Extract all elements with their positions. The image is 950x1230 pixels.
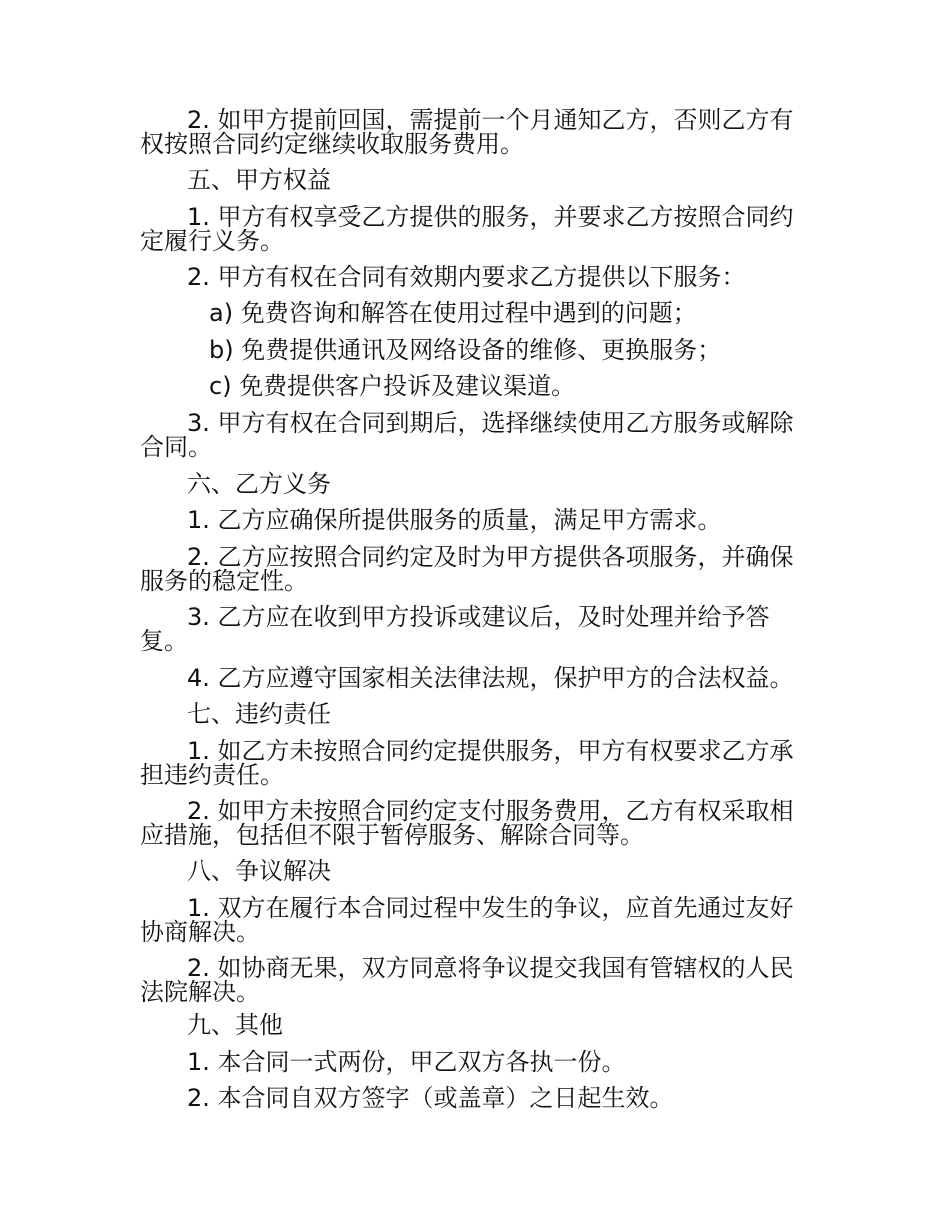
clause-8-2-line2: 法院解决。 [140, 978, 260, 1006]
section-9-heading: 九、其他 [187, 1011, 283, 1039]
clause-7-1-line1: 1. 如乙方未按照合同约定提供服务，甲方有权要求乙方承 [187, 737, 794, 765]
clause-9-1: 1. 本合同一式两份，甲乙双方各执一份。 [187, 1048, 626, 1076]
clause-6-1: 1. 乙方应确保所提供服务的质量，满足甲方需求。 [187, 506, 722, 534]
clause-8-2-line1: 2. 如协商无果，双方同意将争议提交我国有管辖权的人民 [187, 954, 794, 982]
clause-8-1-line2: 协商解决。 [140, 918, 260, 946]
clause-5-1-line1: 1. 甲方有权享受乙方提供的服务，并要求乙方按照合同约 [187, 203, 794, 231]
clause-6-2-line1: 2. 乙方应按照合同约定及时为甲方提供各项服务，并确保 [187, 543, 794, 571]
clause-6-2-line2: 服务的稳定性。 [140, 567, 308, 595]
section-7-heading: 七、违约责任 [187, 700, 331, 728]
clause-6-3-line1: 3. 乙方应在收到甲方投诉或建议后，及时处理并给予答 [187, 603, 770, 631]
clause-5-3-line1: 3. 甲方有权在合同到期后，选择继续使用乙方服务或解除 [187, 409, 794, 437]
clause-7-2-line1: 2. 如甲方未按照合同约定支付服务费用，乙方有权采取相 [187, 797, 794, 825]
clause-8-1-line1: 1. 双方在履行本合同过程中发生的争议，应首先通过友好 [187, 894, 794, 922]
section-6-heading: 六、乙方义务 [187, 470, 331, 498]
clause-9-2: 2. 本合同自双方签字（或盖章）之日起生效。 [187, 1084, 674, 1112]
clause-4-2-line2: 权按照合同约定继续收取服务费用。 [140, 130, 524, 158]
clause-5-2-b: b) 免费提供通讯及网络设备的维修、更换服务； [209, 336, 722, 364]
clause-4-2-line1: 2. 如甲方提前回国，需提前一个月通知乙方，否则乙方有 [187, 106, 794, 134]
section-8-heading: 八、争议解决 [187, 857, 331, 885]
clause-7-2-line2: 应措施，包括但不限于暂停服务、解除合同等。 [140, 821, 644, 849]
clause-6-3-line2: 复。 [140, 627, 188, 655]
section-5-heading: 五、甲方权益 [187, 166, 331, 194]
clause-5-2-a: a) 免费咨询和解答在使用过程中遇到的问题； [209, 299, 697, 327]
clause-5-2: 2. 甲方有权在合同有效期内要求乙方提供以下服务： [187, 263, 746, 291]
clause-6-4: 4. 乙方应遵守国家相关法律法规，保护甲方的合法权益。 [187, 664, 794, 692]
clause-5-2-c: c) 免费提供客户投诉及建议渠道。 [209, 372, 576, 400]
clause-5-1-line2: 定履行义务。 [140, 227, 284, 255]
clause-5-3-line2: 合同。 [140, 433, 212, 461]
clause-7-1-line2: 担违约责任。 [140, 761, 284, 789]
